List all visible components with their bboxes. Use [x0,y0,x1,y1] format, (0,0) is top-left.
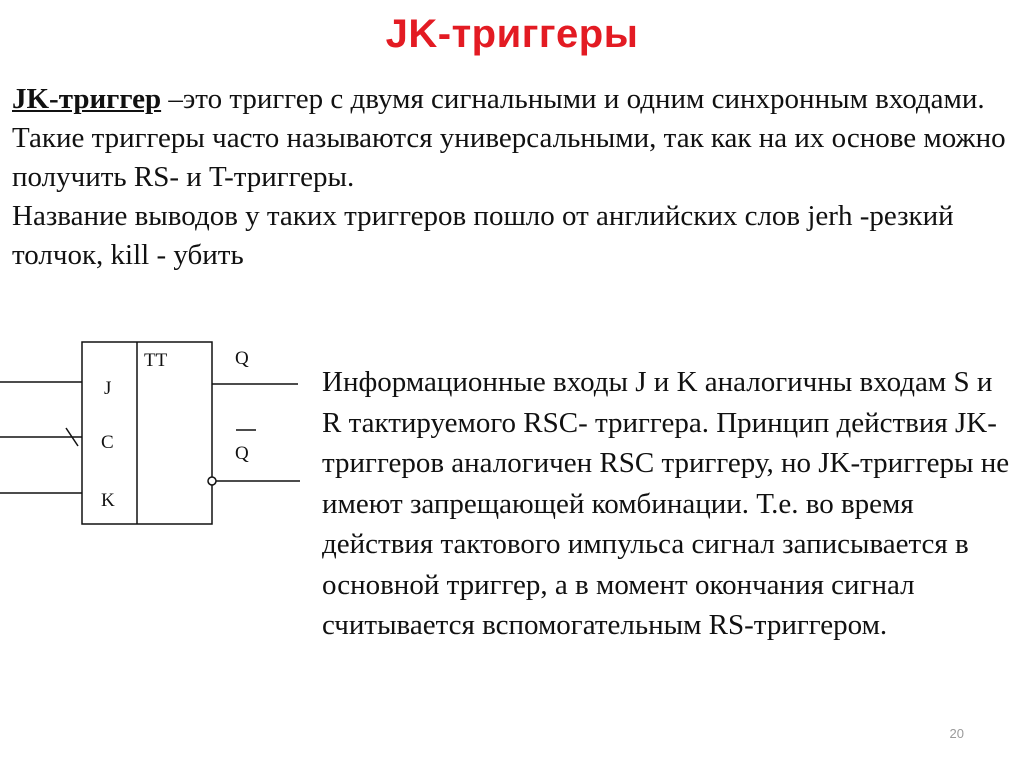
naming-paragraph: Название выводов у таких триггеров пошло от английских слов jerh -резкий толчок, kill - убить [12,200,954,271]
input-label-c: C [101,432,114,453]
inversion-bubble [208,477,216,485]
description-text: Информационные входы J и K аналогичны входам S и R тактируемого RSC- триггера. Принцип действия JK-триггеров аналогичен RSC триггеру, но JK-триггеры не имеют запрещающей комбинации. Т.е. во время действия тактового импульса сигнал записывается в основной триггер, а в момент окончания сигнал считывается вспомогательным RS-триггером. [322,366,1010,641]
definition-text: –это триггер с двумя сигнальными и одним синхронным входами. [161,83,985,115]
definition-paragraph [12,80,1012,119]
block-label: TT [144,350,168,371]
jk-trigger-term: JK-триггер [12,83,162,115]
output-label-q: Q [235,348,249,369]
jk-trigger-diagram [0,330,310,530]
slide-number: 20 [949,726,964,741]
output-label-q-bar: Q [235,443,249,464]
slide-title: JK-триггеры [385,12,639,56]
input-label-j: J [104,378,112,399]
input-label-k: K [101,490,115,511]
intro-text [12,80,1012,275]
universal-paragraph: Такие триггеры часто называются универсальными, так как на их основе можно получить RS- и T-триггеры. [12,122,1006,193]
